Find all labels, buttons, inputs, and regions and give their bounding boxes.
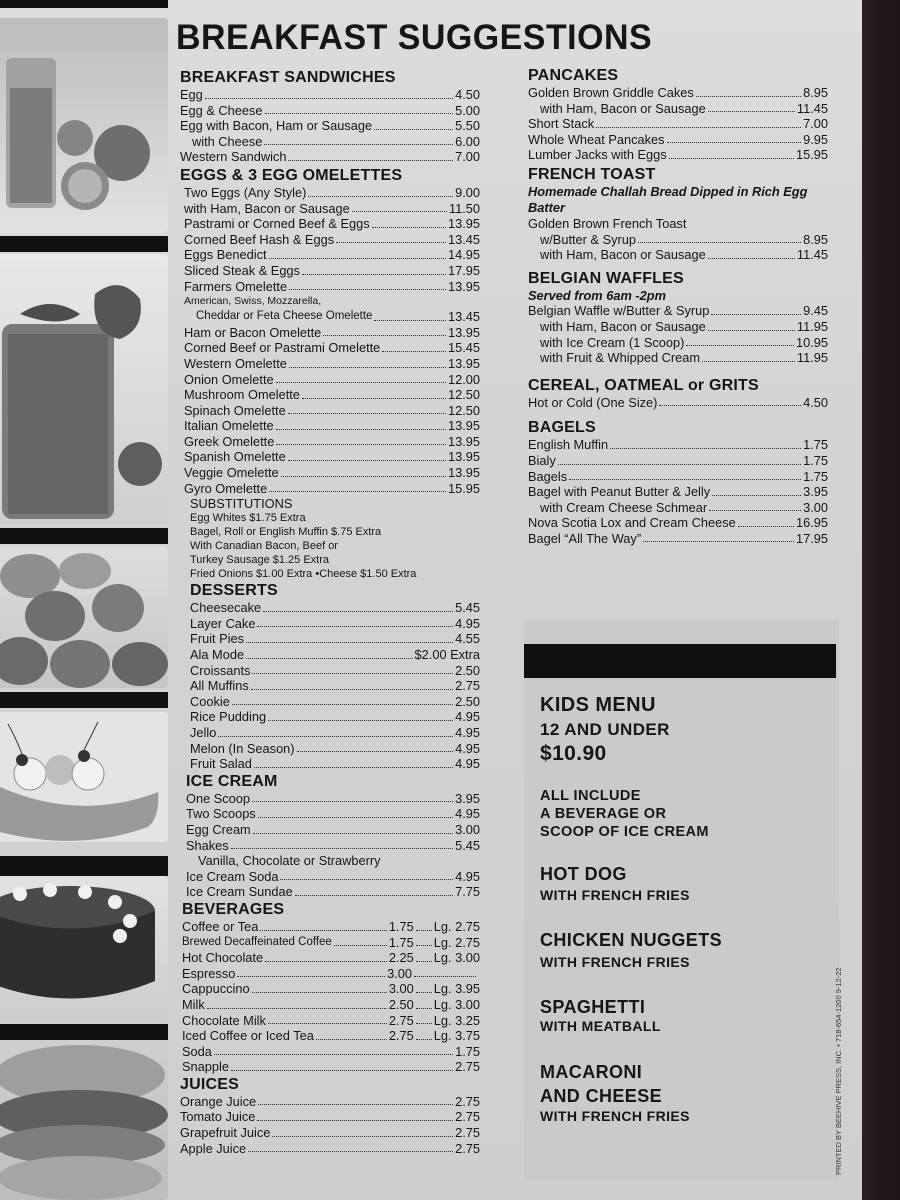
menu-item	[190, 631, 480, 647]
muffins-photo	[0, 546, 168, 688]
item-price: 8.95	[803, 231, 828, 247]
substitution-note: Fried Onions $1.00 Extra •Cheese $1.50 Extra	[190, 568, 417, 581]
kids-item-side: WITH FRENCH FRIES	[540, 1108, 690, 1124]
item-price: 3.00	[387, 965, 412, 981]
menu-item	[184, 387, 480, 403]
section-heading: SUBSTITUTIONS	[190, 496, 293, 512]
item-price: 11.95	[796, 318, 828, 334]
item-name: Pastrami or Corned Beef & Eggs	[184, 216, 370, 232]
menu-item	[528, 350, 828, 366]
kids-item-side: WITH FRENCH FRIES	[540, 887, 690, 903]
menu-item	[528, 500, 828, 516]
smoothie-photo	[0, 254, 168, 524]
item-name: Corned Beef Hash & Eggs	[184, 231, 335, 247]
menu-item	[182, 950, 480, 966]
menu-item	[190, 694, 480, 710]
item-name: Orange Juice	[180, 1093, 257, 1109]
photo-divider	[0, 528, 168, 544]
item-name: with Cream Cheese Schmear	[540, 499, 708, 515]
item-name: Bagels	[528, 468, 568, 484]
item-name: Cheddar or Feta Cheese Omelette	[196, 310, 373, 323]
kids-menu-panel	[524, 620, 839, 1180]
item-large-price: Lg. 2.75	[433, 934, 480, 950]
section-subtitle: Homemade Challah Bread Dipped in Rich Egg Batter	[528, 183, 808, 215]
item-price: 13.95	[447, 449, 480, 465]
item-name: Egg Cream	[186, 821, 251, 837]
photo-divider	[0, 1024, 168, 1040]
item-price: 3.95	[455, 790, 480, 806]
item-name: One Scoop	[186, 790, 251, 806]
item-name: Croissants	[190, 662, 251, 678]
juices-block	[180, 1075, 480, 1156]
menu-item	[528, 116, 828, 132]
kids-menu-title: KIDS MENU	[540, 694, 656, 716]
item-name: Rice Pudding	[190, 709, 267, 725]
orange-juice-photo	[0, 18, 168, 233]
item-name: Golden Brown Griddle Cakes	[528, 85, 694, 100]
item-price: 2.75	[455, 1125, 480, 1141]
menu-item	[184, 372, 480, 388]
item-name: Grapefruit Juice	[180, 1125, 271, 1141]
menu-item	[528, 437, 828, 453]
item-price: 14.95	[447, 247, 480, 263]
banana-split-photo	[0, 712, 168, 842]
item-price: 15.95	[447, 480, 480, 496]
item-price: 15.45	[447, 340, 480, 356]
item-price: 8.95	[803, 85, 828, 100]
kids-item-name-line2: AND CHEESE	[540, 1086, 663, 1106]
item-price: 3.95	[803, 484, 828, 500]
menu-item	[184, 434, 480, 450]
item-price: 10.95	[795, 334, 828, 350]
menu-item	[182, 919, 480, 935]
item-price: 3.00	[803, 499, 828, 515]
chocolate-cake-photo	[0, 876, 168, 1020]
beverages-block	[180, 900, 480, 1075]
item-name: Vanilla, Chocolate or Strawberry	[198, 853, 381, 869]
item-price: 5.45	[455, 600, 480, 616]
menu-item	[180, 149, 480, 165]
item-name: Whole Wheat Pancakes	[528, 131, 665, 147]
menu-item	[190, 616, 480, 632]
item-name: Corned Beef or Pastrami Omelette	[184, 340, 381, 356]
item-name: Bialy	[528, 452, 556, 468]
substitution-note: With Canadian Bacon, Beef or	[190, 540, 338, 553]
menu-item	[528, 216, 828, 232]
item-price: 5.45	[455, 837, 480, 853]
item-name: Milk	[182, 996, 205, 1012]
section-items	[180, 185, 480, 496]
item-large-price: Lg. 3.75	[433, 1028, 480, 1044]
menu-item	[182, 1028, 480, 1044]
item-name: with Cheese	[192, 133, 263, 149]
item-price: 4.50	[455, 87, 480, 102]
item-name: Mushroom Omelette	[184, 387, 300, 403]
menu-item	[190, 678, 480, 694]
item-name: Onion Omelette	[184, 371, 274, 387]
item-price: 13.95	[447, 465, 480, 481]
menu-item	[528, 232, 828, 248]
left-menu-column	[180, 68, 480, 1156]
item-name: Iced Coffee or Iced Tea	[182, 1028, 314, 1044]
item-name: All Muffins	[190, 678, 249, 694]
menu-item	[184, 294, 480, 309]
item-price: 12.50	[447, 387, 480, 403]
menu-item	[184, 201, 480, 217]
menu-item	[528, 484, 828, 500]
item-price: 2.50	[455, 693, 480, 709]
menu-item	[180, 118, 480, 134]
item-name: Cheesecake	[190, 600, 262, 616]
item-name: English Muffin	[528, 437, 609, 453]
section-subtitle: Served from 6am -2pm	[528, 287, 666, 303]
item-price: 7.00	[455, 149, 480, 165]
menu-item	[180, 1109, 480, 1125]
menu-item	[184, 185, 480, 201]
section-heading: BAGELS	[528, 419, 596, 437]
kids-item-name: CHICKEN NUGGETS	[540, 930, 723, 950]
item-name: Farmers Omelette	[184, 278, 288, 294]
item-name: Italian Omelette	[184, 418, 274, 434]
substitution-note: Egg Whites $1.75 Extra	[190, 512, 306, 525]
menu-item	[184, 465, 480, 481]
item-price: 11.45	[796, 247, 828, 263]
photo-divider	[0, 236, 168, 252]
menu-item	[184, 263, 480, 279]
item-name: Western Sandwich	[180, 149, 287, 165]
item-name: Egg with Bacon, Ham or Sausage	[180, 118, 373, 134]
item-name: with Ham, Bacon or Sausage	[540, 318, 706, 334]
item-large-price: Lg. 3.95	[433, 981, 480, 997]
item-price: 5.00	[455, 102, 480, 118]
item-name: Lumber Jacks with Eggs	[528, 147, 667, 163]
substitutions-block	[180, 496, 480, 581]
item-name: Greek Omelette	[184, 433, 275, 449]
item-name: Tomato Juice	[180, 1109, 256, 1125]
menu-item	[528, 531, 828, 547]
menu-item	[528, 469, 828, 485]
menu-item	[180, 134, 480, 150]
item-name: Sliced Steak & Eggs	[184, 262, 300, 278]
menu-item	[186, 869, 480, 885]
menu-item	[186, 884, 480, 900]
kids-include-note: ALL INCLUDE	[540, 788, 641, 804]
item-price: 2.75	[455, 678, 480, 694]
menu-item	[528, 319, 828, 335]
item-price: $2.00 Extra	[414, 647, 480, 663]
menu-item	[186, 806, 480, 822]
menu-item	[184, 449, 480, 465]
kids-item-name: SPAGHETTI	[540, 997, 646, 1017]
item-large-price: Lg. 3.00	[433, 996, 480, 1012]
item-price: 1.75	[455, 1043, 480, 1059]
section-heading: DESSERTS	[190, 582, 278, 600]
item-name: Bagel “All The Way”	[528, 530, 642, 546]
photo-divider	[0, 856, 168, 876]
item-price: 11.50	[448, 200, 480, 216]
menu-item	[184, 279, 480, 295]
item-name: Veggie Omelette	[184, 465, 279, 481]
item-price: 13.95	[447, 355, 480, 371]
menu-item	[180, 103, 480, 119]
item-price: 2.75	[388, 1028, 414, 1044]
item-price: 12.00	[447, 371, 480, 387]
menu-item	[190, 647, 480, 663]
menu-item	[528, 395, 828, 411]
menu-item	[190, 725, 480, 741]
ice-cream-block	[180, 772, 480, 900]
kids-item-name: HOT DOG	[540, 864, 627, 884]
item-name: Layer Cake	[190, 615, 256, 631]
item-price: 4.95	[455, 725, 480, 740]
desserts-block	[180, 581, 480, 772]
section-heading: BELGIAN WAFFLES	[528, 269, 684, 287]
menu-item	[180, 1141, 480, 1157]
menu-item	[190, 756, 480, 772]
menu-item	[528, 303, 828, 319]
item-name: Egg	[180, 87, 203, 102]
kids-item-side: WITH MEATBALL	[540, 1018, 661, 1034]
section-heading: PANCAKES	[528, 67, 619, 84]
menu-item	[186, 838, 480, 854]
item-name: Western Omelette	[184, 355, 287, 371]
item-price: 9.95	[803, 131, 828, 147]
menu-item	[182, 1044, 480, 1060]
item-name: Two Scoops	[186, 806, 256, 822]
item-price: 13.95	[447, 418, 480, 434]
item-name: Soda	[182, 1043, 212, 1059]
menu-item	[182, 997, 480, 1013]
item-price: 5.50	[455, 118, 480, 134]
item-name: Espresso	[182, 965, 236, 981]
photo-divider	[0, 692, 168, 708]
menu-item	[190, 663, 480, 679]
item-name: with Ice Cream (1 Scoop)	[540, 334, 685, 350]
kids-include-note: A BEVERAGE OR	[540, 806, 667, 822]
substitution-note: Turkey Sausage $1.25 Extra	[190, 554, 330, 567]
item-price: 1.75	[388, 918, 414, 934]
kids-item-name: MACARONI	[540, 1062, 643, 1082]
item-price: 3.00	[388, 981, 414, 997]
section-heading: JUICES	[180, 1075, 239, 1093]
item-price: 9.00	[455, 184, 480, 200]
menu-item	[184, 216, 480, 232]
menu-item	[528, 132, 828, 148]
menu-item	[180, 87, 480, 103]
kids-price: $10.90	[540, 742, 607, 765]
item-price: 17.95	[795, 530, 828, 546]
menu-item	[190, 709, 480, 725]
item-price: 4.95	[455, 615, 480, 631]
item-name: Jello	[190, 725, 217, 740]
bagel-sandwich-photo	[0, 1040, 168, 1200]
item-name: Hot Chocolate	[182, 950, 264, 966]
item-name: w/Butter & Syrup	[540, 231, 637, 247]
item-price: 13.95	[447, 433, 480, 449]
menu-item	[190, 600, 480, 616]
item-price: 4.95	[455, 756, 480, 772]
item-price: 13.95	[447, 324, 480, 340]
item-name: Ala Mode	[190, 647, 245, 663]
item-name: American, Swiss, Mozzarella,	[184, 295, 322, 308]
item-price: 17.95	[447, 262, 480, 278]
substitution-note: Bagel, Roll or English Muffin $.75 Extra	[190, 526, 382, 539]
menu-item	[184, 309, 480, 325]
item-price: 4.95	[455, 806, 480, 822]
item-price: 12.50	[447, 402, 480, 418]
item-name: Cookie	[190, 693, 230, 709]
kids-item-side: WITH FRENCH FRIES	[540, 954, 690, 970]
section-heading: EGGS & 3 EGG OMELETTES	[180, 166, 403, 184]
item-price: 2.50	[455, 662, 480, 678]
kids-age-limit: 12 AND UNDER	[540, 720, 670, 739]
menu-item	[182, 981, 480, 997]
item-name: with Ham, Bacon or Sausage	[184, 200, 350, 216]
item-name: Ham or Bacon Omelette	[184, 324, 322, 340]
item-name: Two Eggs (Any Style)	[184, 184, 307, 200]
item-name: Brewed Decaffeinated Coffee	[182, 935, 332, 948]
item-name: with Fruit & Whipped Cream	[540, 350, 701, 366]
item-price: 1.75	[803, 452, 828, 468]
item-name: Melon (In Season)	[190, 740, 295, 756]
item-name: with Ham, Bacon or Sausage	[540, 247, 706, 263]
item-price: 1.75	[803, 437, 828, 453]
section-heading: ICE CREAM	[186, 772, 278, 790]
item-price: 6.00	[455, 133, 480, 149]
item-name: Egg & Cheese	[180, 102, 263, 118]
item-name: Ice Cream Soda	[186, 868, 279, 884]
item-price: 4.95	[455, 740, 480, 756]
item-price: 13.95	[447, 216, 480, 232]
item-price: 2.25	[388, 950, 414, 966]
page-title: BREAKFAST SUGGESTIONS	[176, 18, 653, 57]
item-name: Golden Brown French Toast	[528, 215, 687, 231]
item-price: 2.75	[455, 1059, 480, 1075]
item-name: Gyro Omelette	[184, 480, 268, 496]
item-price: 13.45	[447, 231, 480, 247]
item-name: Spanish Omelette	[184, 449, 286, 465]
item-price: 15.95	[795, 147, 828, 163]
section-heading: BREAKFAST SANDWICHES	[180, 69, 396, 86]
item-price: 13.45	[447, 309, 480, 325]
item-name: Fruit Pies	[190, 631, 245, 647]
menu-item	[184, 418, 480, 434]
item-name: Spinach Omelette	[184, 402, 286, 418]
item-large-price: Lg. 3.00	[433, 950, 480, 966]
menu-item	[182, 935, 480, 951]
item-price: 2.75	[455, 1140, 480, 1156]
menu-item	[190, 741, 480, 757]
item-name: Snapple	[182, 1059, 229, 1075]
item-name: Coffee or Tea	[182, 918, 259, 934]
menu-item	[184, 356, 480, 372]
menu-item	[184, 232, 480, 248]
item-price: 2.75	[455, 1109, 480, 1125]
item-price: 9.45	[803, 303, 828, 319]
right-menu-column	[528, 66, 828, 546]
menu-item	[186, 791, 480, 807]
menu-item	[184, 340, 480, 356]
printer-credit: PRINTED BY BEEHIVE PRESS, INC. • 718-654-1200 9-12-22	[834, 967, 843, 1175]
kids-menu-bar	[524, 644, 836, 678]
item-name: Cappuccino	[182, 981, 250, 997]
menu-item	[182, 1059, 480, 1075]
food-photo-strip	[0, 0, 168, 1200]
menu-item	[184, 403, 480, 419]
menu-item	[528, 247, 828, 263]
item-price: 1.75	[803, 468, 828, 484]
item-name: Shakes	[186, 837, 229, 853]
item-name: Ice Cream Sundae	[186, 884, 293, 900]
item-price: 7.75	[455, 884, 480, 900]
item-name: with Ham, Bacon or Sausage	[540, 100, 706, 116]
item-price: 1.75	[388, 934, 414, 950]
item-name: Chocolate Milk	[182, 1012, 266, 1028]
item-price: 16.95	[795, 515, 828, 531]
menu-item	[528, 147, 828, 163]
item-price: 7.00	[803, 116, 828, 132]
section-heading: BEVERAGES	[182, 900, 285, 918]
item-price: 2.50	[388, 996, 414, 1012]
item-price: 2.75	[388, 1012, 414, 1028]
item-price: 4.50	[803, 394, 828, 410]
section-heading: FRENCH TOAST	[528, 165, 656, 183]
item-name: Bagel with Peanut Butter & Jelly	[528, 484, 711, 500]
menu-item	[528, 515, 828, 531]
item-price: 13.95	[447, 278, 480, 294]
menu-item	[184, 325, 480, 341]
item-price: 4.55	[455, 631, 480, 647]
menu-item	[528, 453, 828, 469]
item-price: 2.75	[455, 1093, 480, 1109]
item-price: 4.95	[455, 709, 480, 725]
menu-item	[528, 85, 828, 101]
item-price: 11.45	[796, 100, 828, 116]
kids-include-note: SCOOP OF ICE CREAM	[540, 824, 709, 840]
menu-item	[184, 247, 480, 263]
item-name: Short Stack	[528, 116, 595, 132]
item-price: 3.00	[455, 821, 480, 837]
item-price: 4.95	[455, 868, 480, 884]
item-price: 11.95	[796, 350, 828, 366]
item-name: Eggs Benedict	[184, 247, 267, 263]
menu-item	[182, 1013, 480, 1029]
item-large-price: Lg. 2.75	[433, 918, 480, 934]
menu-item	[186, 822, 480, 838]
item-large-price: Lg. 3.25	[433, 1012, 480, 1028]
item-name: Hot or Cold (One Size)	[528, 394, 658, 410]
item-name: Belgian Waffle w/Butter & Syrup	[528, 303, 710, 319]
photo-divider	[0, 0, 168, 8]
menu-item	[528, 101, 828, 117]
item-name: Fruit Salad	[190, 756, 252, 772]
item-name: Nova Scotia Lox and Cream Cheese	[528, 515, 736, 531]
menu-item	[182, 966, 478, 982]
section-heading: CEREAL, OATMEAL or GRITS	[528, 376, 759, 394]
menu-item	[184, 481, 480, 497]
item-name: Apple Juice	[180, 1140, 247, 1156]
menu-item	[528, 335, 828, 351]
menu-item	[186, 853, 480, 869]
menu-item	[180, 1094, 480, 1110]
menu-item	[180, 1125, 480, 1141]
